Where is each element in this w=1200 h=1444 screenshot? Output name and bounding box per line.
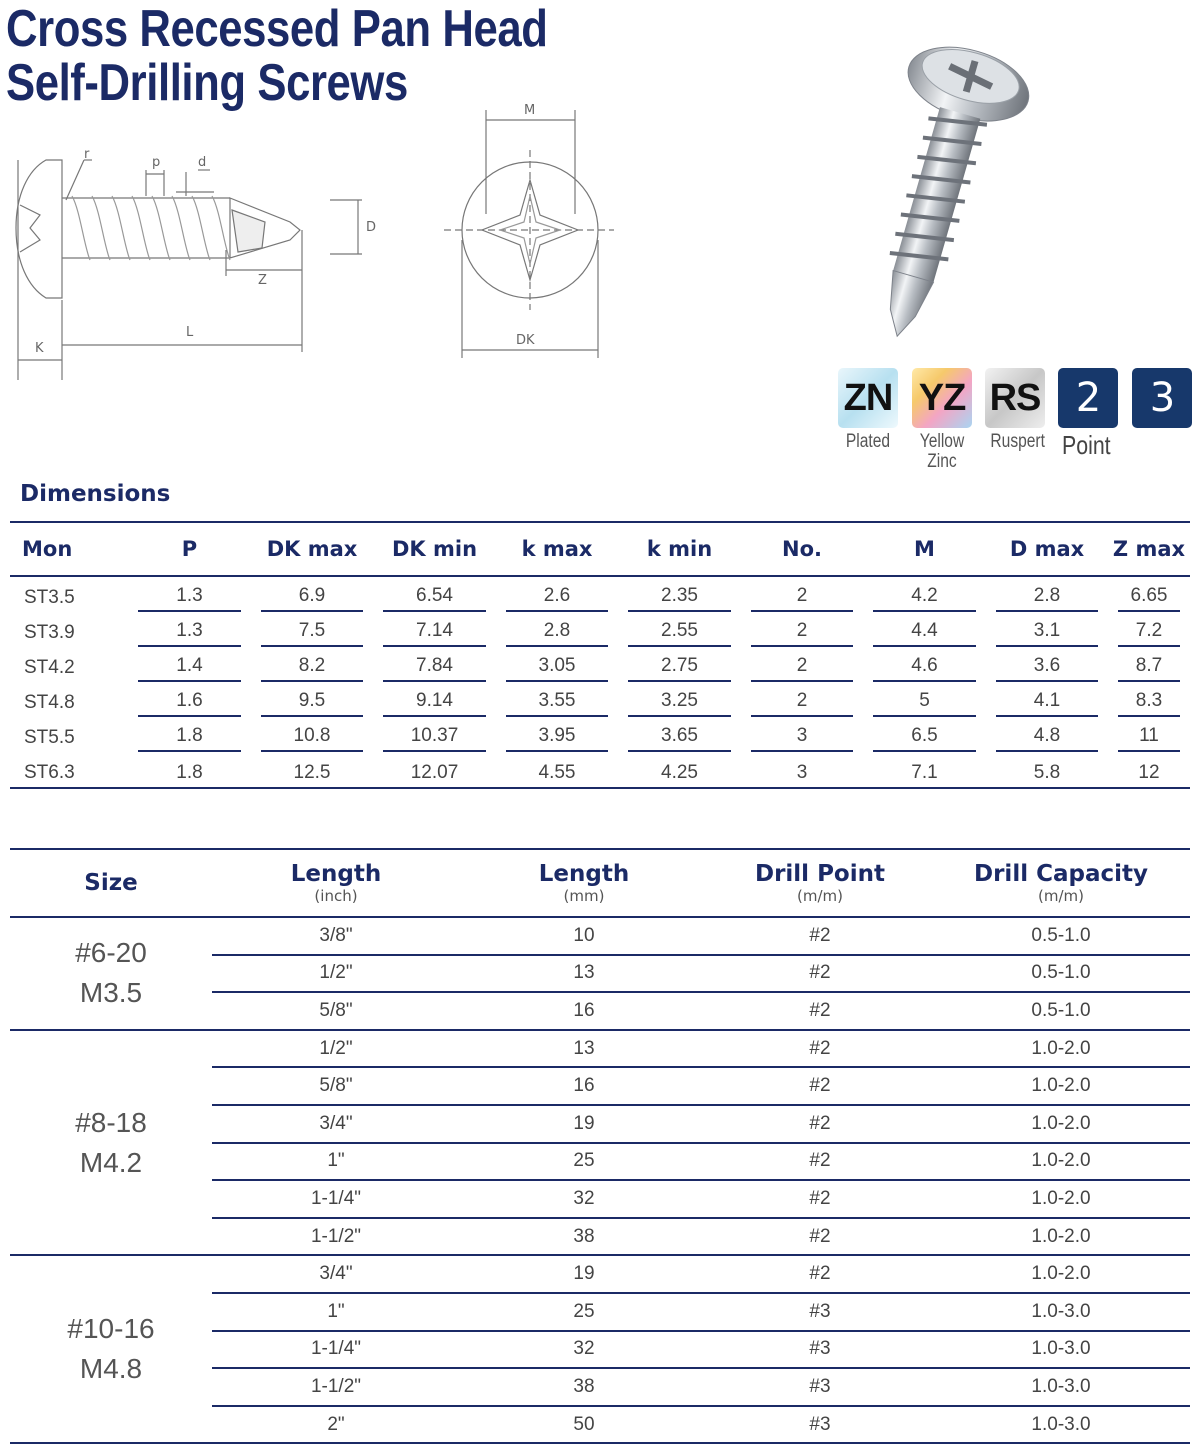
lengths-cell: 1-1/4" [212,1180,460,1218]
cell-value: 12.5 [293,762,331,783]
dimensions-cell [1108,576,1190,612]
lengths-cell: #2 [708,1218,932,1256]
lengths-cell: #2 [708,955,932,993]
dimensions-cell [373,682,496,717]
finish-rs-badge: RS [985,368,1045,428]
dimensions-cell [10,647,128,682]
lengths-cell: 19 [460,1105,708,1143]
lengths-cell: #2 [708,1180,932,1218]
lengths-cell: 1" [212,1143,460,1181]
label-p: p [152,155,161,170]
label-r: r [84,147,90,162]
cell-value: 5.8 [1033,762,1061,783]
size-metric: M3.5 [79,977,143,1009]
dimensions-col-header: DK max [251,522,373,576]
dimensions-header-row [10,522,1190,576]
cell-value: ST6.3 [24,762,75,783]
lengths-cell: 38 [460,1368,708,1406]
lengths-cell: 0.5-1.0 [932,955,1190,993]
lengths-cell: #3 [708,1368,932,1406]
dimensions-cell [986,682,1108,717]
dimensions-cell [496,682,618,717]
label-d: d [198,155,207,170]
cell-value: 3 [796,762,808,783]
cell-value: 2 [751,688,853,717]
dimensions-cell [373,647,496,682]
finish-yz-badge: YZ [912,368,972,428]
dimensions-cell [373,576,496,612]
lengths-cell: #2 [708,1105,932,1143]
dimensions-col-header: Mon [10,522,128,576]
dimensions-cell [986,717,1108,752]
dimensions-cell [741,717,863,752]
screw-product-image [840,38,1010,358]
finish-rs-label: Ruspert [990,431,1045,452]
dimensions-col-header: k max [496,522,618,576]
lengths-cell: #3 [708,1293,932,1331]
lengths-cell: 50 [460,1406,708,1444]
dimensions-cell [128,682,251,717]
dimensions-cell [496,717,618,752]
dimensions-cell [128,576,251,612]
lengths-cell: #3 [708,1406,932,1444]
cell-value: 10.8 [261,723,363,752]
cell-value: 7.14 [383,618,486,647]
dimensions-cell [618,647,741,682]
lengths-cell: 1.0-2.0 [932,1143,1190,1181]
lengths-cell: 1-1/4" [212,1331,460,1369]
label-L: L [186,325,194,340]
header-title: Drill Point [754,861,885,887]
cell-value: 2.8 [506,618,608,647]
cell-value: 1.6 [138,688,241,717]
dimensions-cell [496,612,618,647]
dimensions-col-header: Z max [1108,522,1190,576]
cell-value: 2 [751,583,853,612]
cell-value: 2.8 [996,583,1098,612]
cell-value: 3 [751,723,853,752]
dimensions-cell [10,752,128,788]
cell-value: 1.3 [138,583,241,612]
dimensions-cell [986,612,1108,647]
dimensions-cell [741,576,863,612]
cell-value: 12.07 [410,762,459,783]
cell-value: ST4.2 [24,657,75,678]
cell-value: 3.65 [628,723,731,752]
lengths-cell: 5/8" [212,1067,460,1105]
size-imperial: #6-20 [75,937,147,969]
cell-value: 6.5 [873,723,976,752]
finish-yz-label: Yellow [919,431,965,452]
cell-value: 6.65 [1118,583,1180,612]
lengths-cell: 1-1/2" [212,1368,460,1406]
cell-value: 11 [1118,723,1180,752]
dimensions-cell [618,752,741,788]
point-label: Point [1062,430,1111,460]
lengths-cell: 13 [460,955,708,993]
finish-options [838,368,1198,478]
cell-value: 2.75 [628,653,731,682]
dimensions-cell [373,612,496,647]
dimensions-cell [128,752,251,788]
size-imperial: #8-18 [75,1106,147,1138]
dimensions-cell [741,647,863,682]
finish-yz-label-2: Zinc [927,451,957,472]
dimensions-cell [863,752,986,788]
point-2 [1058,368,1118,428]
page-title [6,2,547,110]
size-cell [10,1255,212,1443]
lengths-cell: #3 [708,1331,932,1369]
screw-side-drawing [10,140,390,390]
lengths-cell: 32 [460,1180,708,1218]
lengths-col-header [708,849,932,917]
cell-value: 3.25 [628,688,731,717]
cell-value: 6.54 [383,583,486,612]
lengths-cell: 1.0-2.0 [932,1030,1190,1068]
lengths-cell: 2" [212,1406,460,1444]
size-cell [10,1030,212,1256]
cell-value: 4.25 [661,762,698,783]
finish-zn-badge: ZN [838,368,898,428]
dimensions-cell [1108,647,1190,682]
cell-value: ST3.9 [24,622,75,643]
cell-value: 5 [873,688,976,717]
dimensions-cell [496,647,618,682]
lengths-cell: 3/4" [212,1105,460,1143]
dimensions-cell [863,612,986,647]
lengths-cell: 1.0-2.0 [932,1180,1190,1218]
dimensions-cell [251,717,373,752]
cell-value: 8.7 [1118,653,1180,682]
cell-value: 7.2 [1118,618,1180,647]
lengths-cell: 0.5-1.0 [932,917,1190,955]
cell-value: 8.3 [1118,688,1180,717]
cell-value: 7.84 [383,653,486,682]
dimensions-col-header: No. [741,522,863,576]
cell-value: 2.35 [628,583,731,612]
cell-value: ST4.8 [24,692,75,713]
table-row [10,752,1190,788]
lengths-cell: 1/2" [212,1030,460,1068]
lengths-cell: 1.0-2.0 [932,1105,1190,1143]
dimensions-cell [986,752,1108,788]
lengths-cell: 32 [460,1331,708,1369]
lengths-cell: 1.0-3.0 [932,1331,1190,1369]
table-row [10,612,1190,647]
lengths-cell: 1.0-2.0 [932,1255,1190,1293]
lengths-cell: #2 [708,1255,932,1293]
cell-value: 1.4 [138,653,241,682]
lengths-cell: #2 [708,917,932,955]
header-unit: (mm) [563,887,605,905]
cell-value: 1.8 [138,723,241,752]
cell-value: 4.8 [996,723,1098,752]
cell-value: 12 [1138,762,1160,783]
lengths-col-header [212,849,460,917]
cell-value: 2.55 [628,618,731,647]
cell-value: 3.55 [506,688,608,717]
lengths-cell: 0.5-1.0 [932,992,1190,1030]
dimensions-cell [986,647,1108,682]
lengths-cell: #2 [708,1067,932,1105]
dimensions-cell [496,576,618,612]
table-row [10,1255,1190,1293]
dimensions-cell [373,717,496,752]
cell-value: 6.9 [261,583,363,612]
lengths-cell: 13 [460,1030,708,1068]
label-M: M [524,103,536,118]
dimensions-cell [251,647,373,682]
cell-value: 7.5 [261,618,363,647]
dimensions-cell [741,612,863,647]
table-row [10,647,1190,682]
table-row [10,1030,1190,1068]
header-unit: (m/m) [1038,887,1084,905]
header-title: Drill Capacity [974,861,1148,887]
size-cell [10,917,212,1030]
cell-value: 9.5 [261,688,363,717]
dimensions-cell [251,682,373,717]
lengths-cell: 10 [460,917,708,955]
finish-zn-label: Plated [845,431,891,452]
size-metric: M4.8 [79,1353,143,1385]
cell-value: 8.2 [261,653,363,682]
lengths-cell: 1-1/2" [212,1218,460,1256]
cell-value: 10.37 [383,723,486,752]
cell-value: 2 [751,618,853,647]
lengths-col-header [460,849,708,917]
dimensions-table [10,521,1190,789]
lengths-cell: #2 [708,1143,932,1181]
lengths-table [10,848,1190,1444]
cell-value: 9.14 [383,688,486,717]
dimensions-cell [618,576,741,612]
dimensions-cell [128,647,251,682]
dimensions-cell [863,647,986,682]
dimensions-col-header: P [128,522,251,576]
cell-value: 1.8 [176,762,203,783]
dimensions-cell [128,612,251,647]
dimensions-cell [618,682,741,717]
dimensions-cell [863,576,986,612]
table-row [10,917,1190,955]
lengths-cell: 19 [460,1255,708,1293]
lengths-cell: 1" [212,1293,460,1331]
label-Z: Z [258,273,267,288]
screw-head-drawing [440,100,620,360]
cell-value: 3.95 [506,723,608,752]
dimensions-cell [741,752,863,788]
dimensions-cell [10,717,128,752]
lengths-cell: #2 [708,992,932,1030]
dimensions-cell [496,752,618,788]
cell-value: 4.1 [996,688,1098,717]
header-title: Length [290,861,382,887]
point-3-badge: 3 [1132,368,1192,428]
header-title: Length [538,861,630,887]
cell-value: 3.1 [996,618,1098,647]
dimensions-cell [10,612,128,647]
dimensions-cell [373,752,496,788]
dimensions-cell [863,717,986,752]
label-DK: DK [516,333,535,348]
lengths-cell: 38 [460,1218,708,1256]
dimensions-cell [128,717,251,752]
dimensions-col-header: M [863,522,986,576]
cell-value: 1.3 [138,618,241,647]
lengths-cell: 25 [460,1143,708,1181]
table-row [10,682,1190,717]
lengths-header-row [10,849,1190,917]
dimensions-cell [10,682,128,717]
header-unit: (m/m) [797,887,843,905]
lengths-cell: 1.0-2.0 [932,1218,1190,1256]
cell-value: ST3.5 [24,587,75,608]
dimensions-cell [618,612,741,647]
lengths-cell: 1.0-3.0 [932,1406,1190,1444]
lengths-cell: 1.0-3.0 [932,1293,1190,1331]
finish-zn [838,368,898,452]
dimensions-cell [251,612,373,647]
dimensions-title: Dimensions [20,481,171,507]
dimensions-cell [1108,717,1190,752]
cell-value: 2.6 [506,583,608,612]
cell-value: 2 [751,653,853,682]
lengths-cell: 1.0-2.0 [932,1067,1190,1105]
title-line-1: Cross Recessed Pan Head [6,0,548,58]
dimensions-cell [10,576,128,612]
dimensions-cell [1108,752,1190,788]
point-2-badge: 2 [1058,368,1118,428]
lengths-cell: 16 [460,1067,708,1105]
cell-value: 3.6 [996,653,1098,682]
dimensions-cell [741,682,863,717]
lengths-cell: 1/2" [212,955,460,993]
dimensions-cell [1108,682,1190,717]
dimensions-cell [863,682,986,717]
lengths-cell: 1.0-3.0 [932,1368,1190,1406]
header-title: Size [84,870,138,896]
finish-rs [985,368,1045,452]
label-K: K [35,341,44,356]
dimensions-col-header: DK min [373,522,496,576]
cell-value: ST5.5 [24,727,75,748]
dimensions-col-header: k min [618,522,741,576]
lengths-cell: 5/8" [212,992,460,1030]
lengths-cell: 25 [460,1293,708,1331]
cell-value: 4.2 [873,583,976,612]
dimensions-cell [251,752,373,788]
lengths-cell: 16 [460,992,708,1030]
cell-value: 7.1 [911,762,938,783]
finish-yz [912,368,972,472]
table-row [10,717,1190,752]
lengths-col-header [932,849,1190,917]
dimensions-cell [618,717,741,752]
dimensions-col-header: D max [986,522,1108,576]
point-3 [1132,368,1192,428]
cell-value: 4.6 [873,653,976,682]
size-metric: M4.2 [79,1146,143,1178]
lengths-col-header [10,849,212,917]
dimensions-cell [986,576,1108,612]
cell-value: 4.55 [538,762,576,783]
table-row [10,576,1190,612]
header-unit: (inch) [314,887,358,905]
lengths-cell: 3/4" [212,1255,460,1293]
label-D: D [366,220,377,235]
dimensions-cell [251,576,373,612]
size-imperial: #10-16 [67,1313,155,1345]
dimensions-cell [1108,612,1190,647]
cell-value: 4.4 [873,618,976,647]
lengths-cell: #2 [708,1030,932,1068]
title-line-2: Self-Drilling Screws [6,54,408,112]
cell-value: 3.05 [506,653,608,682]
lengths-cell: 3/8" [212,917,460,955]
